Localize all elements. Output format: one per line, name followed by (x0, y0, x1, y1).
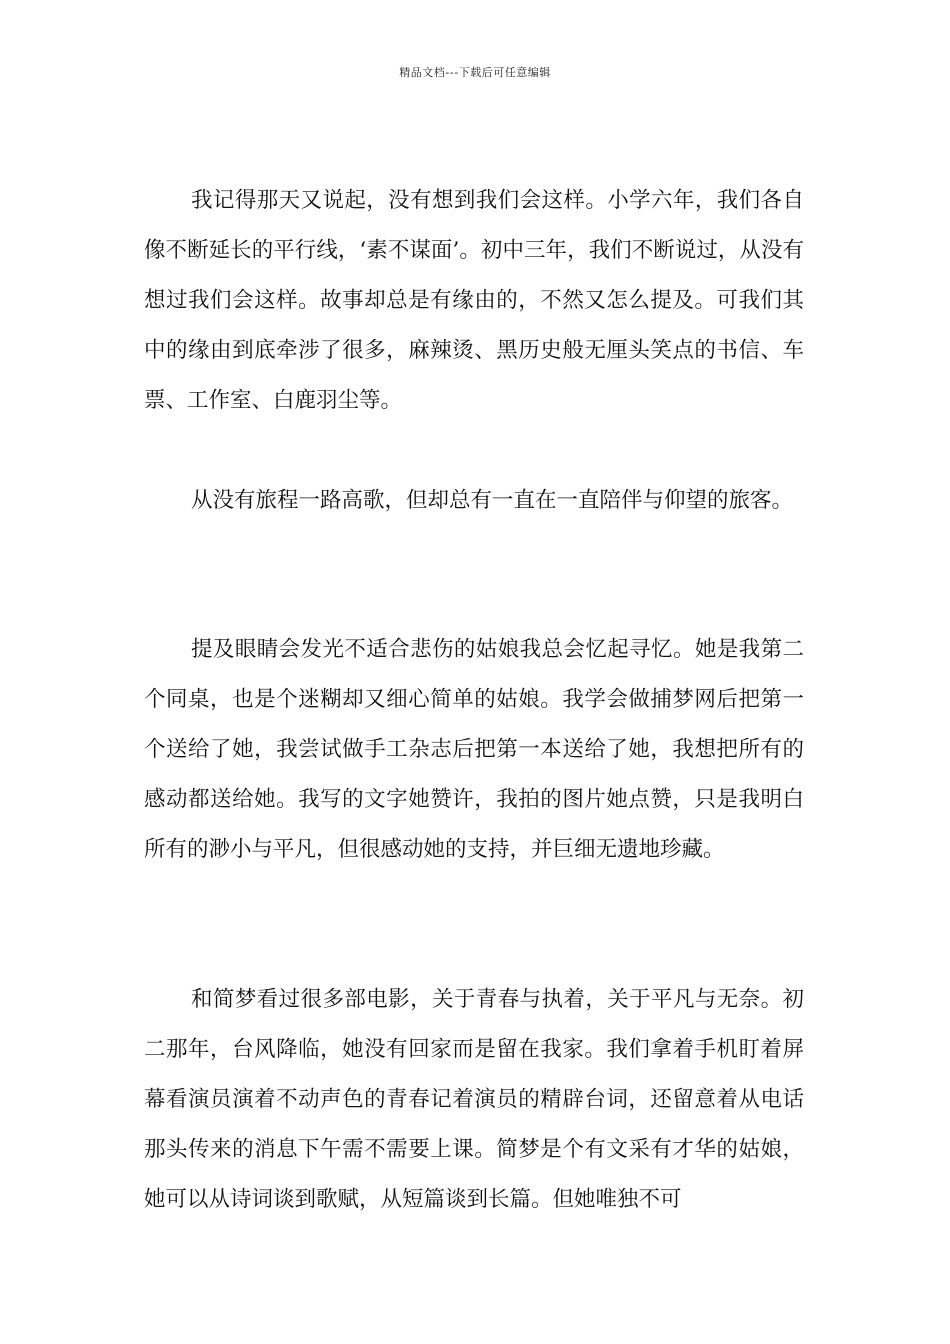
paragraph-4: 和简梦看过很多部电影，关于青春与执着，关于平凡与无奈。初二那年，台风降临，她没有回家而是留在我家。我们拿着手机盯着屏幕看演员演着不动声色的青春记着演员的精辟台词，还留意着从电话那头传来的消息下午需不需要上课。简梦是个有文采有才华的姑娘，她可以从诗词谈到歌赋，从短篇谈到长篇。但她唯独不可 (144, 987, 804, 1212)
paragraph-1: 我记得那天又说起，没有想到我们会这样。小学六年，我们各自像不断延长的平行线，‘素不谋面’。初中三年，我们不断说过，从没有想过我们会这样。故事却总是有缘由的，不然又怎么提及。可我们其中的缘由到底牵涉了很多，麻辣烫、黑历史般无厘头笑点的书信、车票、工作室、白鹿羽尘等。 (144, 188, 804, 413)
paragraph-3: 提及眼睛会发光不适合悲伤的姑娘我总会忆起寻忆。她是我第二个同桌，也是个迷糊却又细心简单的姑娘。我学会做捕梦网后把第一个送给了她，我尝试做手工杂志后把第一本送给了她，我想把所有的感动都送给她。我写的文字她赞许，我拍的图片她点赞，只是我明白所有的渺小与平凡，但很感动她的支持，并巨细无遗地珍藏。 (144, 637, 804, 862)
paragraph-2: 从没有旅程一路高歌，但却总有一直在一直陪伴与仰望的旅客。 (191, 488, 794, 513)
page-header: 精品文档---下载后可任意编辑 (399, 66, 551, 79)
